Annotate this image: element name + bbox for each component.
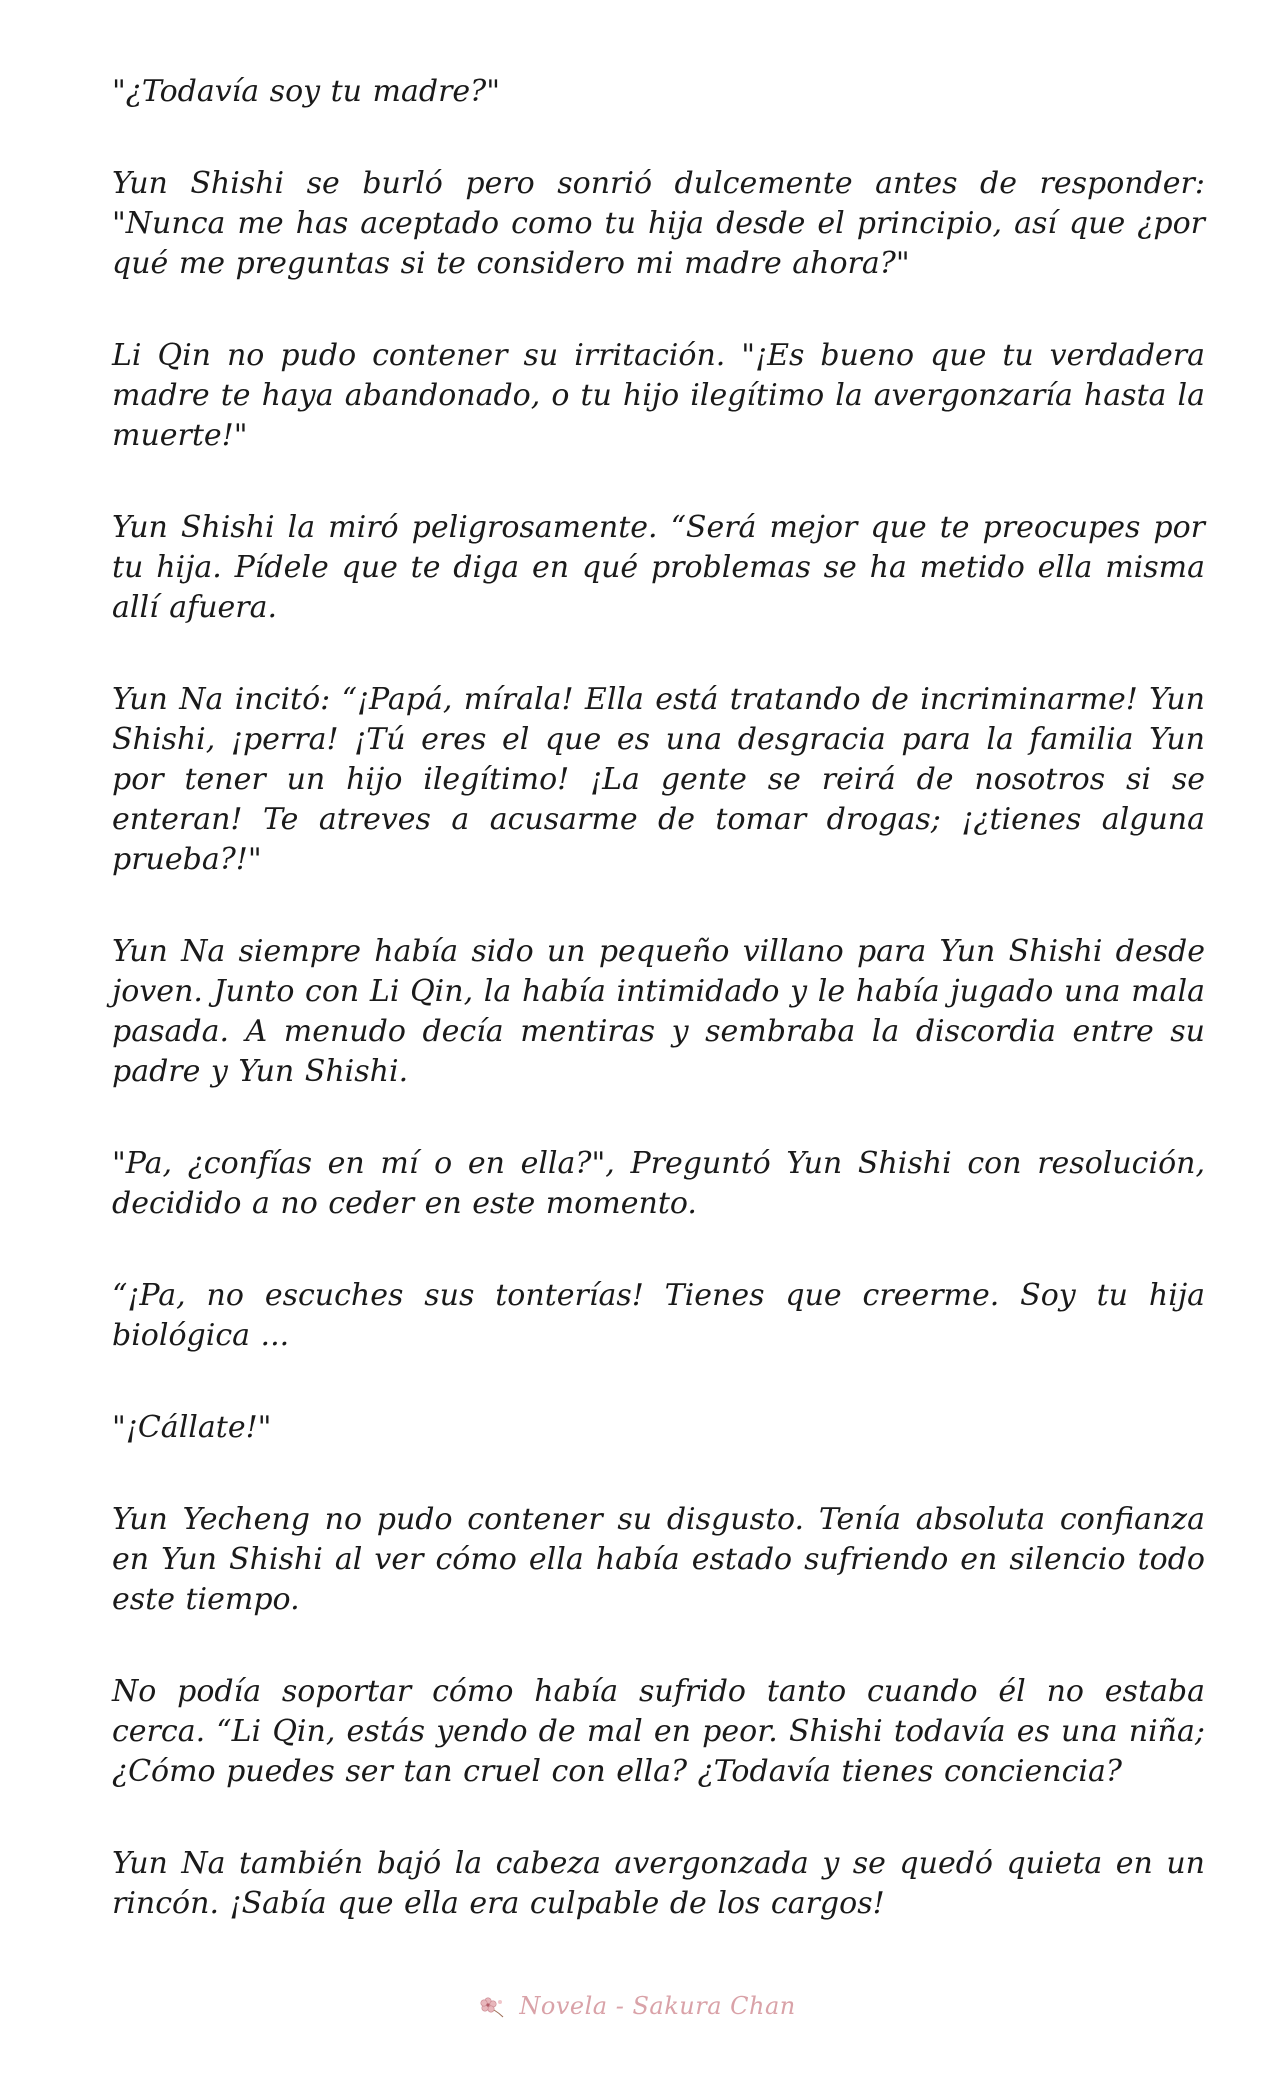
paragraph-2: Yun Shishi se burló pero sonrió dulcemente antes de responder: "Nunca me has aceptado como tu hija desde el principio, así que ¿por qué me preguntas si te considero mi madre ahora?" — [112, 166, 1205, 281]
paragraph-6: Yun Na siempre había sido un pequeño villano para Yun Shishi desde joven. Junto con Li Qin, la había intimidado y le había jugado una mala pasada. A menudo decía mentiras y sembraba la discordia entre su padre y Yun Shishi. — [112, 934, 1205, 1089]
watermark — [0, 1992, 1275, 2020]
document-body — [112, 72, 1205, 1976]
paragraph-12: Yun Na también bajó la cabeza avergonzada y se quedó quieta en un rincón. ¡Sabía que ella era culpable de los cargos! — [112, 1846, 1205, 1921]
paragraph-3: Li Qin no pudo contener su irritación. "¡Es bueno que tu verdadera madre te haya abandonado, o tu hijo ilegítimo la avergonzaría hasta la muerte!" — [112, 338, 1205, 453]
paragraph-11: No podía soportar cómo había sufrido tanto cuando él no estaba cerca. “Li Qin, estás yendo de mal en peor. Shishi todavía es una niña; ¿Cómo puedes ser tan cruel con ella? ¿Todavía tienes conciencia? — [112, 1674, 1205, 1789]
watermark-text: Novela - Sakura Chan — [519, 1992, 796, 2020]
paragraph-8: “¡Pa, no escuches sus tonterías! Tienes que creerme. Soy tu hija biológica ... — [112, 1278, 1205, 1353]
paragraph-1: "¿Todavía soy tu madre?" — [112, 74, 501, 109]
paragraph-9: "¡Cállate!" — [112, 1410, 272, 1445]
sakura-blossom-icon — [479, 1996, 505, 2018]
paragraph-5: Yun Na incitó: “¡Papá, mírala! Ella está tratando de incriminarme! Yun Shishi, ¡perra! ¡Tú eres el que es una desgracia para la familia Yun por tener un hijo ilegítimo! ¡La gente se reirá de nosotros si se enteran! Te atreves a acusarme de tomar drogas; ¡¿tienes alguna prueba?!" — [112, 682, 1205, 877]
paragraph-7: "Pa, ¿confías en mí o en ella?", Preguntó Yun Shishi con resolución, decidido a no ceder en este momento. — [112, 1146, 1205, 1221]
paragraph-4: Yun Shishi la miró peligrosamente. “Será mejor que te preocupes por tu hija. Pídele que te diga en qué problemas se ha metido ella misma allí afuera. — [112, 510, 1205, 625]
paragraph-10: Yun Yecheng no pudo contener su disgusto. Tenía absoluta confianza en Yun Shishi al ver cómo ella había estado sufriendo en silencio todo este tiempo. — [112, 1502, 1205, 1617]
